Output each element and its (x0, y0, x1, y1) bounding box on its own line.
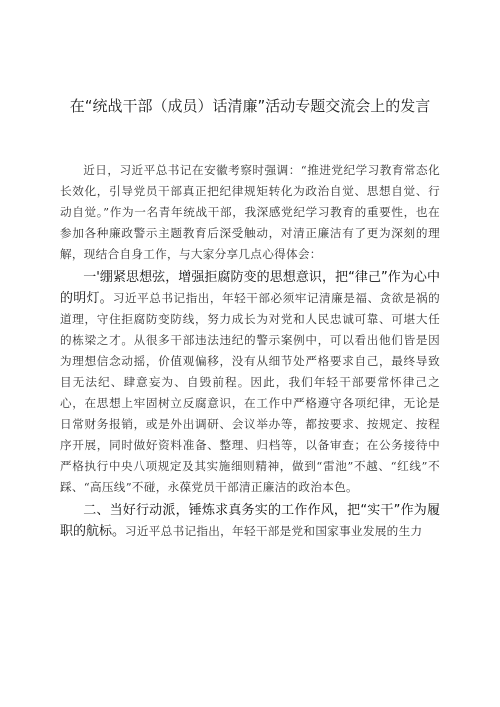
section-2-heading: 二、当好行动派，锤炼求真务实的工作作风，把“实干”作为履职的航标。 (60, 503, 440, 539)
document-body (60, 160, 440, 542)
section-1-text: 习近平总书记指出，年轻干部必须牢记清廉是福、贪欲是祸的道理，守住拒腐防变防线，努力成长为对党和人民忠诚可靠、可堪大任的栋梁之才。从很多干部违法违纪的警示案例中，可以看出他们皆是因为理想信念动摇，价值观偏移，没有从细节处严格要求自己，最终导致目无法纪、肆意妄为、自毁前程。因此，我们年轻干部要常怀律己之心，在思想上牢固树立反腐意识，在工作中严格遵守各项纪律，无论是日常财务报销，或是外出调研、会议举办等，都按要求、按规定、按程序开展，同时做好资料准备、整理、归档等，以备审查；在公务接待中严格执行中央八项规定及其实施细则精神，做到“雷池”不越、“红线”不踩、“高压线”不碰，永葆党员干部清正廉洁的政治本色。 (60, 291, 440, 494)
section-2-paragraph (60, 500, 440, 542)
section-1-heading: 一'绷紧思想弦，增强拒腐防变的思想意识，把“律己”作为心中的明灯。 (60, 270, 440, 306)
document-title: 在“统战干部（成员）话清廉”活动专题交流会上的发言 (69, 97, 431, 115)
section-2-text: 习近平总书记指出，年轻干部是党和国家事业发展的生力 (125, 524, 423, 538)
intro-paragraph: 近日，习近平总书记在安徽考察时强调：“推进党纪学习教育常态化长效化，引导党员干部真正把纪律规矩转化为政治自觉、思想自觉、行动自觉。”作为一名青年统战干部，我深感党纪学习教育的重要性，也在参加各种廉政警示主题教育后深受触动，对清正廉洁有了更为深刻的理解，现结合自身工作，与大家分享几点心得体会： (60, 163, 440, 261)
section-1-paragraph (60, 267, 440, 498)
